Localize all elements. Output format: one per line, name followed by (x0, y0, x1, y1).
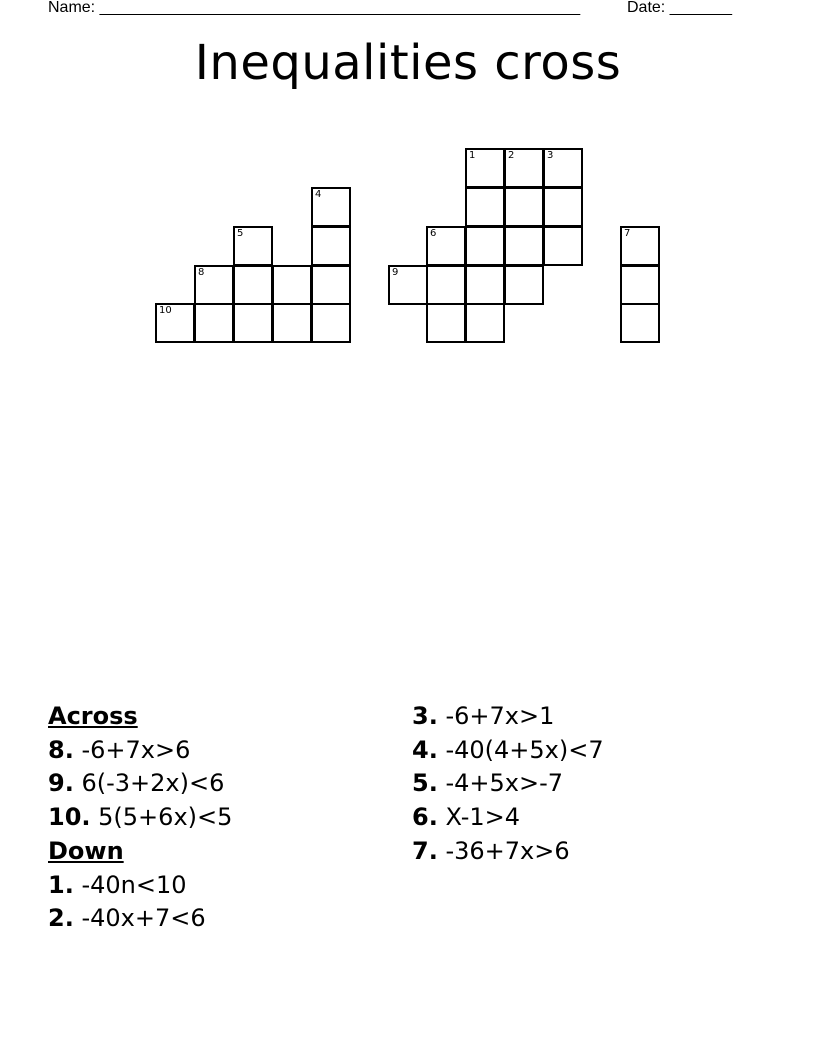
cell-number: 5 (237, 228, 244, 239)
cell-number: 1 (469, 150, 476, 161)
cell-number: 6 (430, 228, 437, 239)
clue-number: 9. (48, 769, 74, 798)
crossword-cell[interactable] (465, 303, 505, 343)
crossword-cell[interactable] (311, 187, 351, 227)
crossword-cell[interactable] (155, 303, 195, 343)
clue-number: 10. (48, 803, 91, 832)
clue-text: 5(5+6x)<5 (98, 803, 233, 832)
crossword-cell[interactable] (311, 303, 351, 343)
crossword-cell[interactable] (194, 303, 234, 343)
clue-item (48, 902, 232, 936)
crossword-cell[interactable] (465, 226, 505, 266)
crossword-cell[interactable] (388, 265, 428, 305)
crossword-cell[interactable] (194, 265, 234, 305)
clue-text: -4+5x>-7 (445, 769, 564, 798)
crossword-cell[interactable] (465, 148, 505, 188)
crossword-cell[interactable] (620, 226, 660, 266)
cell-number: 7 (624, 228, 631, 239)
down-heading: Down (48, 836, 124, 865)
cell-number: 9 (392, 267, 399, 278)
clue-number: 4. (412, 735, 438, 764)
clue-number: 8. (48, 735, 74, 764)
name-field-line: Name: ______________________________________________________ (48, 0, 581, 16)
clue-text: -40(4+5x)<7 (445, 735, 604, 764)
crossword-cell[interactable] (311, 226, 351, 266)
date-field-line: Date: _______ (627, 0, 732, 16)
clue-text: -6+7x>6 (81, 735, 191, 764)
clue-item (412, 835, 604, 869)
cell-number: 2 (508, 150, 515, 161)
crossword-cell[interactable] (465, 265, 505, 305)
clue-item (48, 767, 232, 801)
clue-number: 6. (412, 803, 438, 832)
crossword-cell[interactable] (426, 265, 466, 305)
clue-text: X-1>4 (445, 803, 521, 832)
cell-number: 10 (159, 305, 172, 316)
crossword-cell[interactable] (272, 265, 312, 305)
crossword-cell[interactable] (233, 226, 273, 266)
clue-text: -6+7x>1 (445, 702, 555, 730)
crossword-cell[interactable] (504, 187, 544, 227)
clue-number: 2. (48, 904, 74, 933)
clue-text: -40x+7<6 (81, 904, 206, 933)
crossword-cell[interactable] (426, 303, 466, 343)
clue-number: 3. (412, 702, 438, 730)
crossword-cell[interactable] (504, 226, 544, 266)
clue-number: 1. (48, 870, 74, 899)
crossword-cell[interactable] (543, 187, 583, 227)
clue-item (48, 734, 232, 768)
clue-item (412, 801, 604, 835)
crossword-cell[interactable] (233, 265, 273, 305)
crossword-cell[interactable] (311, 265, 351, 305)
crossword-cell[interactable] (620, 265, 660, 305)
cell-number: 3 (547, 150, 554, 161)
page-title: Inequalities cross (194, 35, 622, 91)
cell-number: 8 (198, 267, 205, 278)
clue-text: 6(-3+2x)<6 (81, 769, 225, 798)
crossword-cell[interactable] (465, 187, 505, 227)
crossword-cell[interactable] (426, 226, 466, 266)
clue-item (412, 700, 604, 734)
clue-number: 7. (412, 836, 438, 865)
clue-item (48, 801, 232, 835)
crossword-cell[interactable] (543, 148, 583, 188)
crossword-cell[interactable] (620, 303, 660, 343)
crossword-cell[interactable] (504, 265, 544, 305)
clue-item (412, 734, 604, 768)
cell-number: 4 (315, 189, 322, 200)
clues-left-column (48, 700, 232, 936)
across-heading: Across (48, 702, 138, 730)
clue-item (48, 869, 232, 903)
clue-text: -36+7x>6 (445, 836, 570, 865)
crossword-grid (0, 0, 816, 400)
clue-text: -40n<10 (81, 870, 187, 899)
crossword-cell[interactable] (543, 226, 583, 266)
crossword-cell[interactable] (504, 148, 544, 188)
clue-item (412, 767, 604, 801)
clue-number: 5. (412, 769, 438, 798)
crossword-cell[interactable] (233, 303, 273, 343)
crossword-cell[interactable] (272, 303, 312, 343)
clues-right-column (412, 700, 604, 869)
